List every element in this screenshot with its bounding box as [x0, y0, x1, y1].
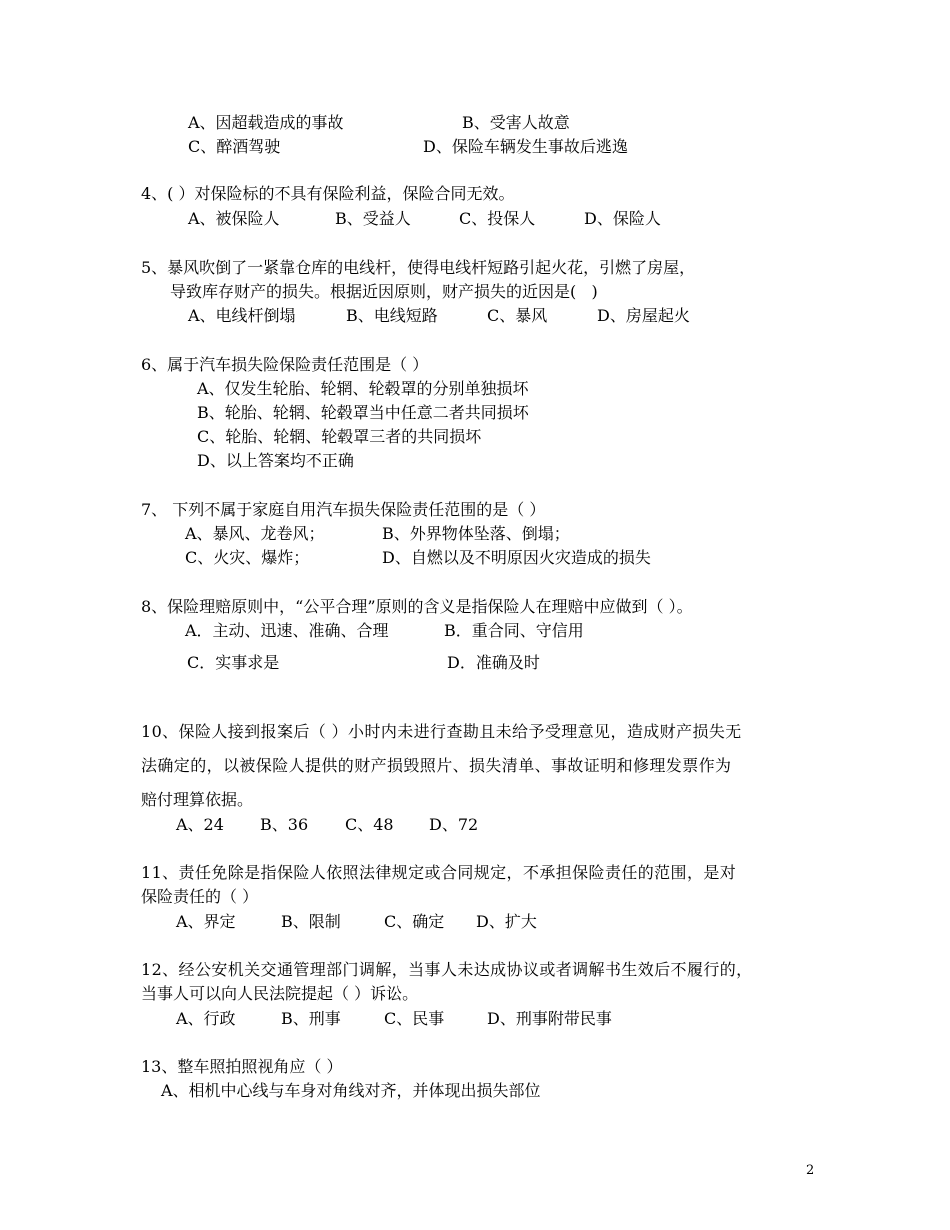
q6-option-b: B、轮胎、轮辋、轮毂罩当中任意二者共同损坏 [197, 403, 529, 422]
q6-stem: 6、属于汽车损失险保险责任范围是（ ） [141, 355, 429, 374]
q3-option-c: C、醉酒驾驶 [188, 137, 281, 156]
q8-option-a: A．主动、迅速、准确、合理 [185, 621, 389, 640]
q6-option-d: D、以上答案均不正确 [197, 451, 354, 470]
q8-option-b: B．重合同、守信用 [444, 621, 584, 640]
q7-option-d: D、自燃以及不明原因火灾造成的损失 [382, 548, 651, 567]
q5-stem-line2: 导致库存财产的损失。根据近因原则，财产损失的近因是( ) [170, 282, 598, 301]
q5-stem-line1: 5、暴风吹倒了一紧靠仓库的电线杆，使得电线杆短路引起火花，引燃了房屋， [141, 258, 696, 277]
q10-option-c: C、48 [345, 815, 394, 834]
q12-option-a: A、行政 [176, 1009, 236, 1028]
q12-stem-line1: 12、经公安机关交通管理部门调解，当事人未达成协议或者调解书生效后不履行的， [141, 960, 753, 979]
q10-option-a: A、24 [176, 815, 224, 834]
q7-option-a: A、暴风、龙卷风； [185, 524, 325, 543]
q3-option-a: A、因超载造成的事故 [188, 113, 344, 132]
q10-stem-line2: 法确定的，以被保险人提供的财产损毁照片、损失清单、事故证明和修理发票作为 [141, 756, 732, 775]
q12-option-b: B、刑事 [281, 1009, 341, 1028]
q12-option-d: D、刑事附带民事 [487, 1009, 612, 1028]
q11-stem-line1: 11、责任免除是指保险人依照法律规定或合同规定，不承担保险责任的范围，是对 [141, 863, 737, 882]
q8-option-d: D．准确及时 [447, 653, 540, 672]
q11-option-d: D、扩大 [476, 912, 537, 931]
q11-option-c: C、确定 [384, 912, 445, 931]
q4-option-b: B、受益人 [335, 209, 411, 228]
q5-option-d: D、房屋起火 [597, 306, 690, 325]
q7-stem: 7、 下列不属于家庭自用汽车损失保险责任范围的是（ ） [141, 500, 546, 519]
q4-stem: 4、( ）对保险标的不具有保险利益，保险合同无效。 [141, 184, 515, 203]
q10-stem-line1: 10、保险人接到报案后（ ）小时内未进行查勘且未给予受理意见，造成财产损失无 [141, 722, 742, 741]
q4-option-c: C、投保人 [459, 209, 536, 228]
q6-option-c: C、轮胎、轮辋、轮毂罩三者的共同损坏 [197, 427, 482, 446]
q6-option-a: A、仅发生轮胎、轮辋、轮毂罩的分别单独损坏 [197, 379, 529, 398]
q12-stem-line2: 当事人可以向人民法院提起（ ）诉讼。 [141, 984, 419, 1003]
q10-option-b: B、36 [260, 815, 309, 834]
q10-stem-line3: 赔付理算依据。 [141, 790, 254, 809]
q10-option-d: D、72 [429, 815, 479, 834]
q12-option-c: C、民事 [384, 1009, 445, 1028]
q11-option-b: B、限制 [281, 912, 341, 931]
q8-stem: 8、保险理赔原则中，“公平合理”原则的含义是指保险人在理赔中应做到（ ）。 [141, 597, 693, 616]
q4-option-d: D、保险人 [584, 209, 661, 228]
q13-option-a: A、相机中心线与车身对角线对齐，并体现出损失部位 [161, 1081, 541, 1100]
q11-option-a: A、界定 [176, 912, 236, 931]
q4-option-a: A、被保险人 [188, 209, 280, 228]
q7-option-c: C、火灾、爆炸； [185, 548, 310, 567]
q11-stem-line2: 保险责任的（ ） [141, 887, 259, 906]
q5-option-b: B、电线短路 [346, 306, 438, 325]
q7-option-b: B、外界物体坠落、倒塌； [382, 524, 570, 543]
q13-stem: 13、整车照拍照视角应（ ） [141, 1057, 343, 1076]
q5-option-c: C、暴风 [487, 306, 548, 325]
q5-option-a: A、电线杆倒塌 [188, 306, 296, 325]
q3-option-d: D、保险车辆发生事故后逃逸 [423, 137, 628, 156]
q8-option-c: C．实事求是 [187, 653, 280, 672]
page-number: 2 [806, 1163, 815, 1178]
q3-option-b: B、受害人故意 [462, 113, 570, 132]
